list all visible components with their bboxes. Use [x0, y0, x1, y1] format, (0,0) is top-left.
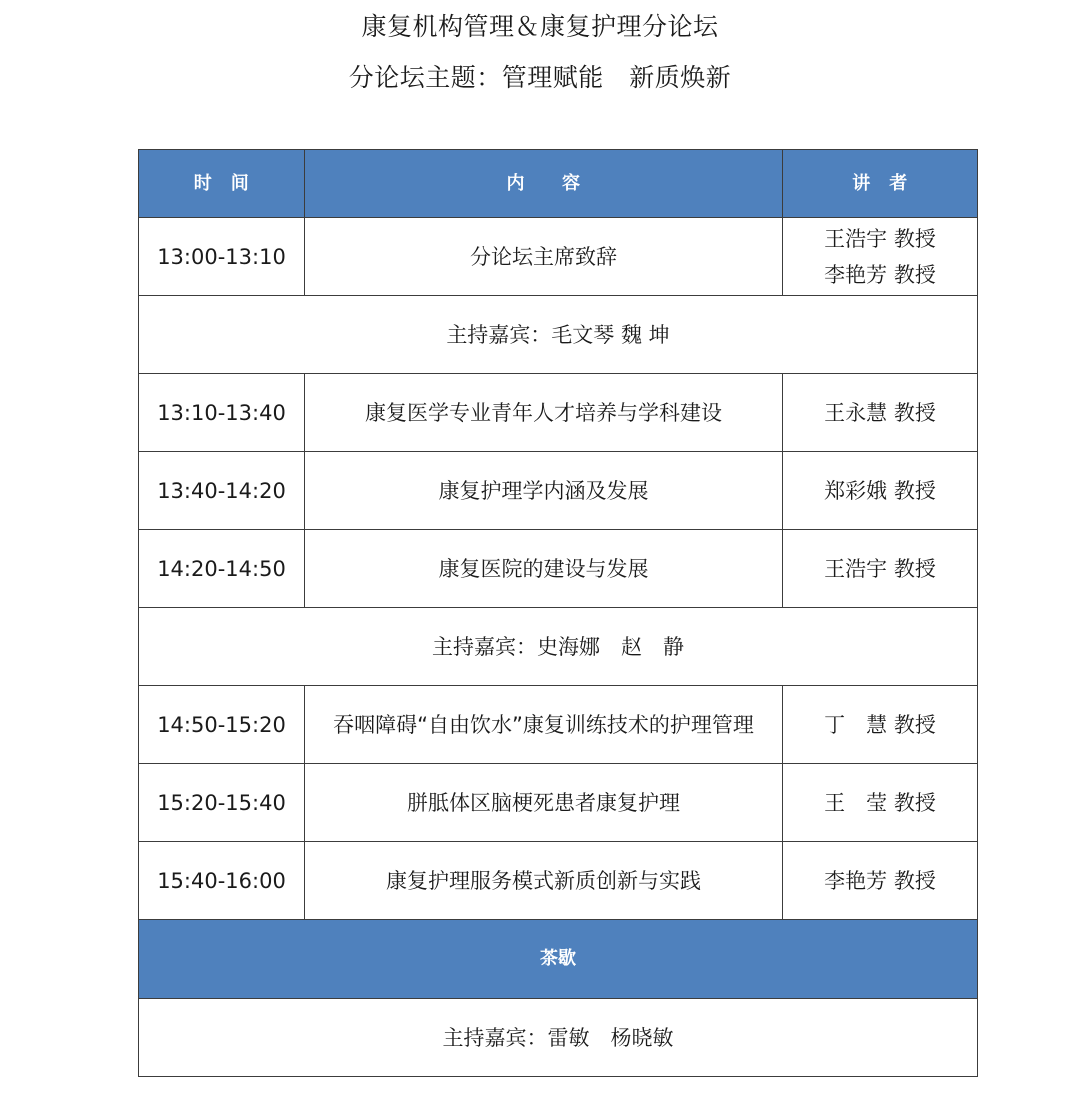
session-time: 15:40-16:00 — [139, 842, 305, 920]
column-header-time: 时 间 — [139, 150, 305, 218]
speaker-name: 王 莹 教授 — [824, 790, 936, 815]
session-topic: 分论坛主席致辞 — [305, 218, 783, 296]
host-row — [139, 296, 978, 374]
session-topic: 胼胝体区脑梗死患者康复护理 — [305, 764, 783, 842]
agenda-table — [138, 149, 978, 1077]
session-time: 14:20-14:50 — [139, 530, 305, 608]
session-speakers — [783, 218, 978, 296]
session-time: 15:20-15:40 — [139, 764, 305, 842]
session-time: 14:50-15:20 — [139, 686, 305, 764]
session-time: 13:10-13:40 — [139, 374, 305, 452]
session-speakers — [783, 374, 978, 452]
session-speakers — [783, 842, 978, 920]
table-row — [139, 842, 978, 920]
session-speakers — [783, 530, 978, 608]
speaker-name: 王浩宇 教授 — [824, 556, 936, 581]
session-speakers — [783, 764, 978, 842]
speaker-name: 郑彩娥 教授 — [824, 478, 936, 503]
host-label: 主持嘉宾：雷敏 杨晓敏 — [139, 999, 978, 1077]
table-row — [139, 764, 978, 842]
column-header-speaker: 讲 者 — [783, 150, 978, 218]
session-topic: 康复医院的建设与发展 — [305, 530, 783, 608]
session-topic: 康复护理学内涵及发展 — [305, 452, 783, 530]
table-row — [139, 686, 978, 764]
speaker-name: 丁 慧 教授 — [824, 712, 936, 737]
session-time: 13:00-13:10 — [139, 218, 305, 296]
table-row — [139, 452, 978, 530]
table-row — [139, 374, 978, 452]
tea-break-label: 茶歇 — [139, 920, 978, 999]
speaker-name: 李艳芳 教授 — [824, 262, 936, 287]
session-speakers — [783, 686, 978, 764]
host-label: 主持嘉宾：毛文琴 魏 坤 — [139, 296, 978, 374]
table-row — [139, 218, 978, 296]
page-subtitle: 分论坛主题：管理赋能 新质焕新 — [348, 63, 732, 92]
session-topic: 康复医学专业青年人才培养与学科建设 — [305, 374, 783, 452]
session-topic: 吞咽障碍“自由饮水”康复训练技术的护理管理 — [305, 686, 783, 764]
column-header-content: 内 容 — [305, 150, 783, 218]
page-title: 康复机构管理＆康复护理分论坛 — [361, 12, 719, 41]
host-row — [139, 608, 978, 686]
table-header-row — [139, 150, 978, 218]
speaker-name: 王永慧 教授 — [824, 400, 936, 425]
host-row — [139, 999, 978, 1077]
session-speakers — [783, 452, 978, 530]
session-time: 13:40-14:20 — [139, 452, 305, 530]
host-label: 主持嘉宾：史海娜 赵 静 — [139, 608, 978, 686]
tea-break-row — [139, 920, 978, 999]
speaker-name: 王浩宇 教授 — [824, 226, 936, 251]
speaker-name: 李艳芳 教授 — [824, 868, 936, 893]
session-topic: 康复护理服务模式新质创新与实践 — [305, 842, 783, 920]
table-row — [139, 530, 978, 608]
